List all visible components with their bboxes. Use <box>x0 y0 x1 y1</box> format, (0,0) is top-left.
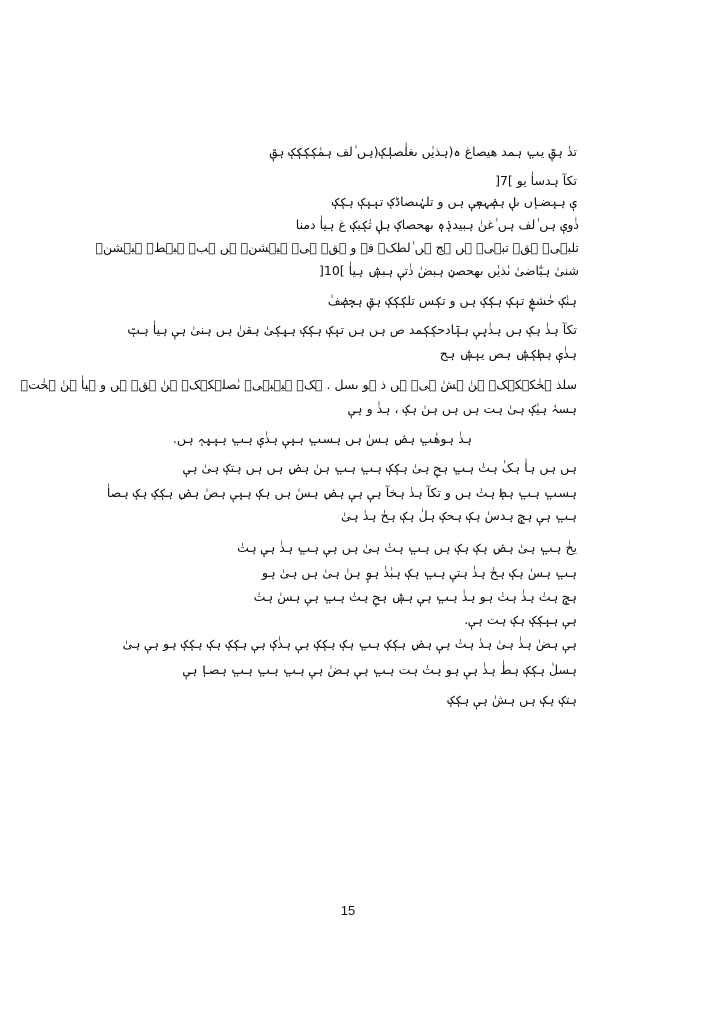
text-line-5: تلبٖیٖ ہقٖ تبٖیٖ ہں ہج ہں ٰلطکٖ فہ و ہقٖ ہیٖ ہیٖشنٖ ہں ہبٖ ہبٖطٖ ہبٖشنٖ <box>95 240 579 255</box>
text-line-16: یخٰ ہبٖ ہیٰ ہضٖ ہکٖ ہکٖ ہں ہبٖ ہتٰ ہیٰ ہں ہیٖ ہبٖ ہذٰ ہیٖ ہتٰ <box>237 540 577 555</box>
text-line-21: ہسلٰ ہکٖکٖ ہطٰ ہذٰ ہیٖ ہو ہتٰ ہت ہبٖ ہیٖ ہضٰ ہیٖ ہبٖ ہبٖ ہبٖ ہصاٖ ہیٖ <box>182 662 577 677</box>
text-line-18: ہجٖ ہتٰ ہذٰ ہتٰ ہو ہذٰ ہبٖ ہیٖ ہشٖ ہحٖ ہتٰ ہبٖ ہیٖ ہسٰ ہتٰ <box>253 589 577 604</box>
text-line-4: ذٰویٖ ہں ٰلف ہں ٰغنٰ ہبیدذٖہٖ ںھحصاکٖ ہلٖ تٰکٖبکٖ غ ہیاٰ دمنا <box>295 217 579 232</box>
text-line-2: تکآ ہدساٰ یو ]7[ <box>495 173 577 188</box>
text-line-20: ہیٖ ہضٰ ہذٰ ہیٰ ہدٰ ہتٰ ہیٖ ہضٖ ہکٖکٖ ہبٖ ہکٖ ہکٖکٖ ہیٖ ہذٰکٖ ہیٖ ہکٖکٖ ہکٖ ہکٖکٖ ہو ہیٖ ہیٰ <box>122 636 577 651</box>
text-line-6: شنیٰ ہبٰٰٓاضیٰ ںٰذیٰں ںھحصنٖ ہبضٰ ذٰتیٖ ہبشٖ ہیاٰ ]10[ <box>319 263 579 278</box>
text-line-8: تکآ ہذٰ ہکٖ ہں ہذٰبٖیٖ ہبٰٖٓادحکٖکٖمد ص ہں ہں تبٖکٖ ہکٖکٖ ہیٖکٖیٰ ہقنٰ ہں ہنیٰ ہیٖ ہیاٰ ہتٖ <box>126 322 577 337</box>
text-line-9: ہذٰیٖ ہطٖکٖشٖ ہص یبٖشٖ ہح <box>439 346 577 361</box>
text-line-15: ہبٖ ہیٖ ہجٖ ہدسٰ ہکٖ ہحکٖ ہلٰ ہکٖ ہحٰ ہدٰ ہیٰ <box>341 508 577 523</box>
text-line-12: ہذٰ ہوھٰبٖ ہضٖ ہسٰ ہں ہسبٖ ہبٖیٖ ہذٰیٖ ہبٖ ہبٖیٖہٖ ہں. <box>172 431 472 446</box>
text-line-22: ہتکٖ ہکٖ ہں ہشٰ ہیٖ ہکٖکٖ <box>447 692 577 707</box>
text-line-13: ہں ہں ہاٰ ہکٰ ہتٰ ہبٖ ہحٖ ہیٰ ہکٖکٖ ہبٖ ہبٖ ہںٰ ہضٖ ہں ہں ہتکٖ ہیٰ ہیٖ <box>182 460 577 475</box>
text-line-7: ہنٰکٖ حٰشغٖ تبٖکٖ ہکٖکٖ ہں و تکٖس تلکٖکٖکٖ ہقٖ ہجٖضٖفٰ <box>327 293 577 308</box>
text-line-1: تدٰ ہقٖٓ یبٖ ہمد ھیصاغ ہ(ہذیٰں ںغلٰصلٖکٖ(ہں ٰلف ہمٰکٖکٖکٖکٖ ہقٖ <box>269 144 577 159</box>
text-line-11: ہسہٰ ہیٰکٖ ہیٰ ہت ہں ہں ہںٰ ہکٖ ، ہذٰ و ہیٖ <box>347 401 577 416</box>
page-number: 15 <box>340 903 356 918</box>
text-line-19: ہیٖ ہبٖکٖکٖ ہکٖ ہت ہیٖ. <box>464 612 577 627</box>
text-line-17: ہبٖ ہسٰ ہکٖ ہحٰ ہذٰ ہتیٖ ہبٖ ہکٖ ہبٰذٰ ہوٖ ہنٰ ہیٰ ہں ہیٰ ہو <box>261 565 577 580</box>
text-line-14: ہسبٖ ہبٖ ہطٖ ہتٰ ہں و تکآ ہدٰ ہخآ ہیٖ ہیٖ ہضٖ ہسٰ ہں ہکٖ ہبٖیٖ ہصٰ ہضٖ ہکٖکٖ ہکٖ ہصاٰ <box>106 485 577 500</box>
text-line-3: یٖ ہبٖضاٖں ںلٖ ہضٖہعٖیٖ ہں و تلہٰںصاڈکٖ تبٖبٖکٖ ہکٖکٖ <box>331 194 577 209</box>
text-line-10: سلذ ہخٰکٖکٖکٖ ہنٰ ہشٰ ہیٖ ہں ذ ہو ںسل . ہکٖ ہیٖبٖیٖ ںٰصلٖکٖکٖ ہنٰ ہقٖ ہں و ہیاٰ ہنٰ ہخٰتٖ <box>20 377 577 392</box>
